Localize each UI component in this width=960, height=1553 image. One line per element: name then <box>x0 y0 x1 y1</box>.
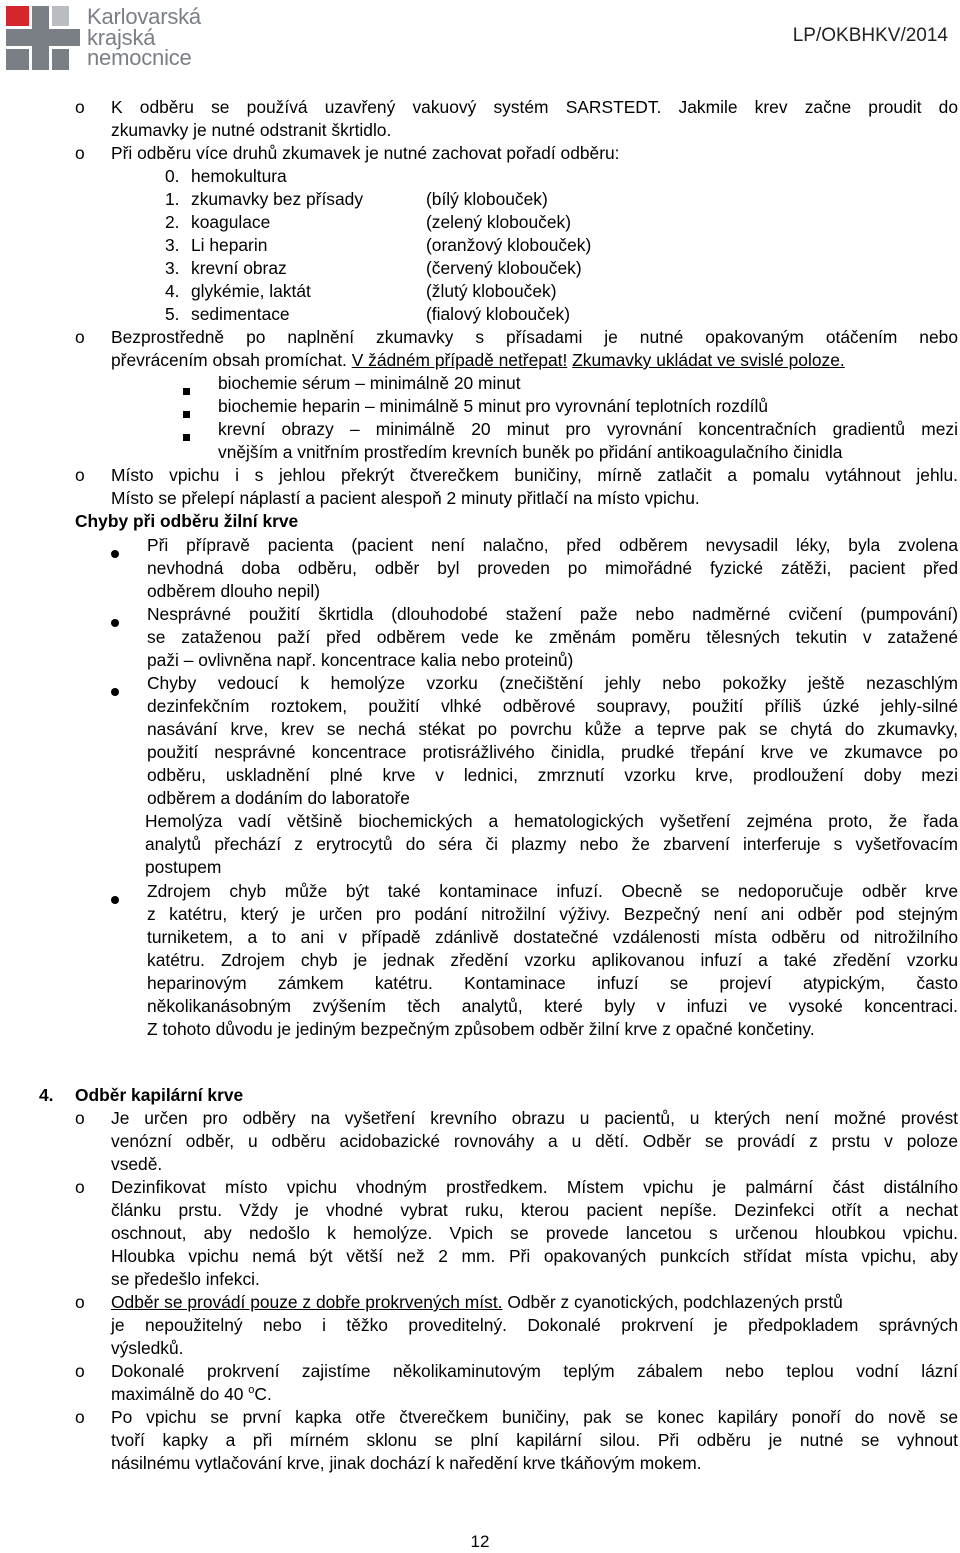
list-marker: o <box>75 1177 85 1197</box>
order-item <box>0 211 960 234</box>
logo-line: nemocnice <box>87 45 192 70</box>
paragraph-line: dezinfekčním roztokem, použití vlhké odběrové soupravy, použití příliš úzké jehly-silné <box>147 696 958 716</box>
paragraph-row <box>0 580 960 603</box>
paragraph-row <box>0 1314 960 1337</box>
list-marker: o <box>75 327 85 347</box>
paragraph-line: Při odběru více druhů zkumavek je nutné zachovat pořadí odběru: <box>111 143 620 163</box>
paragraph-line: několikanásobným zvýšením těch analytů, které byly v infuzi ve vysoké koncentraci. <box>147 996 958 1016</box>
paragraph-row <box>0 810 960 833</box>
paragraph-line: vsedě. <box>111 1154 163 1174</box>
paragraph-row <box>0 1268 960 1291</box>
section-heading-row <box>0 510 960 533</box>
order-item <box>0 257 960 280</box>
order-cap: (oranžový klobouček) <box>426 235 592 255</box>
paragraph-row <box>0 441 960 464</box>
note-line: Hemolýza vadí většině biochemických a hematologických vyšetření zejména proto, že řada <box>145 811 958 831</box>
order-name: sedimentace <box>191 304 290 324</box>
paragraph-text: C. <box>254 1384 272 1404</box>
paragraph-line: Dokonalé prokrvení zajistíme několikaminutovým teplým zábalem nebo teplou vodní lázní <box>111 1361 958 1381</box>
paragraph-row <box>0 856 960 879</box>
paragraph-line: odběrem a dodáním do laboratoře <box>147 788 410 808</box>
order-cap: (fialový klobouček) <box>426 304 571 324</box>
paragraph-line: se předešlo infekci. <box>111 1269 260 1289</box>
paragraph-row <box>0 1018 960 1041</box>
paragraph-row <box>0 1337 960 1360</box>
order-name: hemokultura <box>191 166 287 186</box>
paragraph-line: heparinovým zámkem katétru. Kontaminace infuzí se projeví atypickým, často <box>147 973 958 993</box>
paragraph-line: použití nesprávné koncentrace protisrážlivého činidla, prudké třepání krve ve zkumavce po <box>147 742 958 762</box>
paragraph-row <box>0 764 960 787</box>
order-name: glykémie, laktát <box>191 281 311 301</box>
logo-line: krajská <box>87 24 156 50</box>
storage-note: Zkumavky ukládat ve svislé poloze. <box>572 350 845 370</box>
paragraph-line: Dezinfikovat místo vpichu vhodným prostředkem. Místem vpichu je palmární část distálního <box>111 1177 958 1197</box>
list-marker: o <box>75 97 85 117</box>
document-code: LP/OKBHKV/2014 <box>792 25 948 46</box>
paragraph-line: Z tohoto důvodu je jediným bezpečným způsobem odběr žilní krve z opačné končetiny. <box>147 1019 815 1039</box>
order-number: 3. <box>165 258 180 278</box>
paragraph-line: Je určen pro odběry na vyšetření krevního obrazu u pacientů, u kterých není možné provést <box>111 1108 958 1128</box>
paragraph-line: Chyby vedoucí k hemolýze vzorku (znečištění jehly nebo pokožky ještě nezaschlým <box>147 673 958 693</box>
list-marker: o <box>75 1407 85 1427</box>
list-marker: o <box>75 1361 85 1381</box>
list-item <box>0 96 960 119</box>
paragraph-row <box>0 1383 960 1406</box>
paragraph-row <box>0 649 960 672</box>
section-heading: Odběr kapilární krve <box>75 1085 244 1105</box>
order-number: 4. <box>165 281 180 301</box>
order-cap: (bílý klobouček) <box>426 189 548 209</box>
order-cap: (žlutý klobouček) <box>426 281 557 301</box>
sub-list-item <box>0 395 960 418</box>
degree-sup: o <box>248 1384 255 1397</box>
sub-list-text: biochemie heparin – minimálně 5 minut pro vyrovnání teplotních rozdílů <box>218 396 769 416</box>
paragraph-line: je nepoužitelný nebo i těžko proveditelný. Dokonalé prokrvení je předpokladem správných <box>111 1315 958 1335</box>
list-item <box>0 1406 960 1429</box>
paragraph-line: Po vpichu se první kapka otře čtverečkem buničiny, pak se konec kapiláry ponoří do nově se <box>111 1407 958 1427</box>
paragraph-line: Při přípravě pacienta (pacient není nalačno, před odběrem nevysadil léky, byla zvolena <box>147 535 958 555</box>
paragraph-row <box>0 695 960 718</box>
paragraph-row <box>0 487 960 510</box>
paragraph-text: převrácením obsah promíchat. <box>111 350 352 370</box>
hospital-logo <box>6 6 211 70</box>
paragraph-line: výsledků. <box>111 1338 184 1358</box>
document-body <box>0 96 960 1475</box>
order-name: koagulace <box>191 212 271 232</box>
order-number: 5. <box>165 304 180 324</box>
order-item <box>0 280 960 303</box>
paragraph-row <box>0 1245 960 1268</box>
sub-list-text: vnějším a vnitřním prostředím krevních buněk po přidání antikoagulačního činidla <box>218 442 843 462</box>
list-item <box>0 326 960 349</box>
bullet-item <box>0 603 960 626</box>
warning-text: V žádném případě netřepat! <box>351 350 568 370</box>
order-item <box>0 188 960 211</box>
paragraph-row <box>0 833 960 856</box>
paragraph-row <box>0 1199 960 1222</box>
list-item <box>0 142 960 165</box>
paragraph-line: tvoří kapky a při mírném sklonu se plní kapilární silou. Při odběru je nutné se vyhnout <box>111 1430 958 1450</box>
paragraph-row <box>0 1452 960 1475</box>
paragraph-row <box>0 1222 960 1245</box>
order-item <box>0 165 960 188</box>
sub-list-text: krevní obrazy – minimálně 20 minut pro vyrovnání koncentračních gradientů mezi <box>218 419 958 439</box>
paragraph-row <box>0 1429 960 1452</box>
paragraph-row <box>0 119 960 142</box>
paragraph-line: násilnému vytlačování krve, jinak dochází k naředění krve tkáňovým mokem. <box>111 1453 702 1473</box>
logo-wordmark <box>87 4 201 70</box>
order-name: Li heparin <box>191 235 268 255</box>
list-item <box>0 464 960 487</box>
paragraph-line: Bezprostředně po naplnění zkumavky s přísadami je nutné opakovaným otáčením nebo <box>111 327 958 347</box>
paragraph-line: K odběru se používá uzavřený vakuový systém SARSTEDT. Jakmile krev začne proudit do <box>111 97 958 117</box>
paragraph-line: odběru, uskladnění plné krve v lednici, zmrznutí vzorku krve, prodloužení doby mezi <box>147 765 958 785</box>
order-item <box>0 303 960 326</box>
section-heading: Chyby při odběru žilní krve <box>75 511 299 531</box>
section-number: 4. <box>39 1085 54 1105</box>
paragraph-row <box>0 926 960 949</box>
list-item <box>0 1107 960 1130</box>
paragraph-line: venózní odběr, u odběru acidobazické rovnováhy a u dětí. Odběr se provádí z prstu v poloze <box>111 1131 958 1151</box>
paragraph-row <box>0 949 960 972</box>
paragraph-line: nevhodná doba odběru, odběr byl proveden po mimořádné fyzické zátěži, pacient před <box>147 558 958 578</box>
paragraph-line: se zataženou paží před odběrem vede ke změnám poměru tělesných tekutin v zatažené <box>147 627 958 647</box>
note-line: postupem <box>145 857 222 877</box>
sub-list-item <box>0 418 960 441</box>
paragraph-line: odběrem dlouho nepil) <box>147 581 321 601</box>
logo-line: Karlovarská <box>87 4 201 29</box>
page-number: 12 <box>470 1532 490 1551</box>
note-line: analytů přechází z erytrocytů do séra či plazmy nebo že zbarvení interferuje s vyšetřovacím <box>145 834 958 854</box>
order-number: 3. <box>165 235 180 255</box>
list-marker: o <box>75 1292 85 1312</box>
order-item <box>0 234 960 257</box>
paragraph-row <box>0 557 960 580</box>
underlined-text: Odběr se provádí pouze z dobře prokrvených míst. <box>111 1292 503 1312</box>
paragraph-row <box>0 972 960 995</box>
paragraph-line: Hloubka vpichu nemá být větší než 2 mm. Při opakovaných punkcích střídat místa vpichu, aby <box>111 1246 958 1266</box>
paragraph-row <box>0 995 960 1018</box>
bullet-item <box>0 534 960 557</box>
list-marker: o <box>75 465 85 485</box>
paragraph-line: Místo se přelepí náplastí a pacient alespoň 2 minuty přitlačí na místo vpichu. <box>111 488 700 508</box>
list-item <box>0 1360 960 1383</box>
order-cap: (zelený klobouček) <box>426 212 571 232</box>
paragraph-line: turniketem, a to ani v případě zdánlivě dostatečné vzdálenosti místa odběru od nitrožilního <box>147 927 958 947</box>
paragraph-row <box>0 1153 960 1176</box>
sub-list-text: biochemie sérum – minimálně 20 minut <box>218 373 521 393</box>
paragraph-row <box>0 718 960 741</box>
order-cap: (červený klobouček) <box>426 258 582 278</box>
paragraph-line: nasávání krve, krev se nechá stékat po povrchu kůže a teprve pak se chytá do zkumavky, <box>147 719 958 739</box>
sub-list-item <box>0 372 960 395</box>
list-item <box>0 1291 960 1314</box>
paragraph-row <box>0 1130 960 1153</box>
list-marker: o <box>75 1108 85 1128</box>
paragraph-row <box>0 741 960 764</box>
section-heading-row <box>0 1084 960 1107</box>
paragraph-text: maximálně do 40 <box>111 1384 249 1404</box>
list-item <box>0 1176 960 1199</box>
paragraph-line: katétru. Zdrojem chyb je jednak zředění vzorku aplikovanou infuzí a také zředění vzorku <box>147 950 958 970</box>
order-number: 0. <box>165 166 180 186</box>
paragraph-line: z katétru, který je určen pro podání nitrožilní výživy. Bezpečný není ani odběr pod stejným <box>147 904 958 924</box>
paragraph-line: Zdrojem chyb může být také kontaminace infuzí. Obecně se nedoporučuje odběr krve <box>147 881 958 901</box>
paragraph-text: Odběr z cyanotických, podchlazených prstů <box>502 1292 843 1312</box>
paragraph-row <box>0 626 960 649</box>
paragraph-line: Místo vpichu i s jehlou překrýt čtverečkem buničiny, mírně zatlačit a pomalu vytáhnout jehlu. <box>111 465 958 485</box>
order-number: 2. <box>165 212 180 232</box>
order-number: 1. <box>165 189 180 209</box>
bullet-item <box>0 880 960 903</box>
bullet-item <box>0 672 960 695</box>
paragraph-line: oschnout, aby nedošlo k hemolýze. Vpich se provede lancetou s určenou hloubkou vpichu. <box>111 1223 958 1243</box>
paragraph-row <box>0 787 960 810</box>
paragraph-line: paži – ovlivněna např. koncentrace kalia nebo proteinů) <box>147 650 574 670</box>
paragraph-row <box>0 903 960 926</box>
paragraph-line: článku prstu. Vždy je vhodné vybrat ruku, kterou pacient nepíše. Dezinfekci otřít a nechat <box>111 1200 958 1220</box>
page-header <box>0 0 960 80</box>
paragraph-line: zkumavky je nutné odstranit škrtidlo. <box>111 120 392 140</box>
paragraph-line: Nesprávné použití škrtidla (dlouhodobé stažení paže nebo nadměrné cvičení (pumpování) <box>147 604 958 624</box>
logo-cross-icon <box>6 6 80 70</box>
order-name: krevní obraz <box>191 258 287 278</box>
list-marker: o <box>75 143 85 163</box>
paragraph-row <box>0 349 960 372</box>
order-name: zkumavky bez přísady <box>191 189 364 209</box>
